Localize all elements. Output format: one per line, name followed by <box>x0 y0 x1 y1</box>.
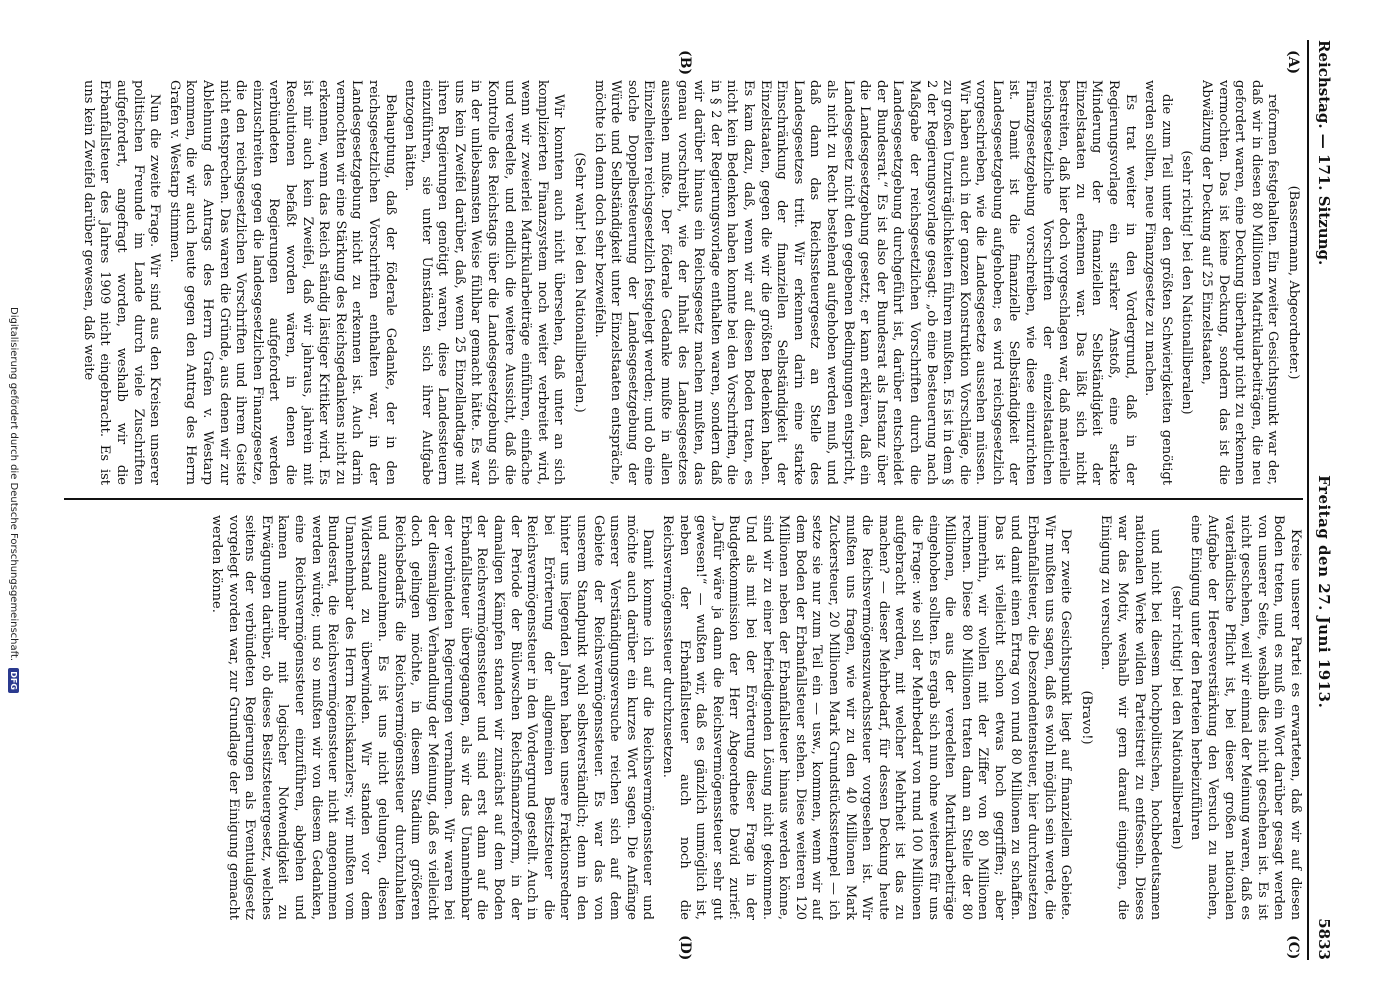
interjection: (Bravo!) <box>1078 690 1094 745</box>
paragraph: Es trat weiter in den Vordergrund, daß in der Regierungsvorlage ein starker Anstoß, eine starke Minderung der finanziellen Selbständigkeit der Einzelstaaten zu erkennen war. Das läßt sich nicht bestreiten, daß hier doch vorgeschlagen war, daß materielle reichsgesetzliche Vorschriften der einzelstaatlichen Finanzgesetzgebung vorschreiben, wie diese einzurichten ist. Damit ist die finanzielle Selbständigkeit der Landesgesetzgebung aufgehoben; es wird reichsgesetzlich vorgeschrieben, wie die Landesgesetze aussehen müssen. Wir haben auch in der ganzen Konstruktion Vorschläge, die zu großen Unzuträglichkeiten führen mußten. Es ist in dem § 2 der Regierungsvorlage gesagt: „ob eine Besteuerung nach Maßgabe der reichsgesetzlichen Vorschriften durch die Landesgesetzgebung durchgeführt ist, darüber entscheidet der Bundesrat.“ Es ist also der Bundesrat als Instanz über die Landesgesetzgebung gesetzt; er kann erklären, daß ein Landesgesetz nicht den gegebenen Bedingungen entspricht, als nicht zu Recht bestehend aufgehoben werden muß, und daß dann das Reichssteuergesetz an Stelle des Landesgesetzes tritt. Wir erkennen darin eine starke Einschränkung der finanziellen Selbständigkeit der Einzelstaaten, gegen die wir die größten Bedenken haben. Es kam dazu, daß, wenn wir auf diesen Boden traten, es nicht kein Bedenken haben konnte bei den Vorschriften, die in § 2 der Regierungsvorlage enthalten waren, sondern daß wir darüber hinaus ein Reichsgesetz machen mußten, das genau vorschreibt, wie der Inhalt des Landesgesetzes aussehen mußte. Der föderale Gedanke mußte in allen Einzelheiten reichsgesetzlich festgelegt werden; und ob eine solche Doppelbesteuerung der Landesgesetzgebung der Würde und Selbständigkeit unter Einzelstaaten entspräche, möchte ich denn doch sehr bezweifeln. <box>591 80 1138 485</box>
paragraph: Der zweite Gesichtspunkt liegt auf finanziellem Gebiete. Wir mußten uns sagen, daß es wohl möglich sein werde, die Erbanfallsteuer, die Deszendentensteuer, hier durchzusetzen und damit einen Ertrag von rund 80 Millionen zu schaffen. Das ist vielleicht schon etwas hoch gegriffen; aber immerhin, wir wollen mit der Ziffer von 80 Millionen rechnen. Diese 80 Millionen traten dann an Stelle der 80 Millionen, die aus der veredelten Matrikularbeiträge eingehoben sollten. Es ergab sich nun ohne weiteres für uns die Frage: wie soll der Mehrbedarf von rund 100 Millionen aufgebracht werden, mit welcher Mehrheit ist das zu machen? — dieser Mehrbedarf, für dessen Deckung heute die Reichsvermögenszuwachssteuer vorgesehen ist. Wir mußten uns fragen, wie wir zu den 40 Millionen Mark Zuckersteuer, 20 Millionen Mark Grundstücksstempel — ich setze sie nur zum Teil ein — usw., kommen, wenn wir auf dem Boden der Erbanfallsteuer stehen. Diese weiteren 120 Millionen neben der Erbanfallsteuer hinaus werden könne, sind wir zu einer befriedigenden Lösung nicht gekommen. Und als mit bei der Erörterung dieser Frage in der Budgetkommission der Herr Abgeordnete David zurief: „Dafür wäre ja dann die Reichsvermögenssteuer sehr gut gewesen!“ — wußten wir, daß es gänzlich unmöglich ist, neben der Erbanfallsteuer auch noch die Reichsvermögenssteuer durchzusetzen. <box>660 515 1074 920</box>
paragraph: und nicht bei diesem hochpolitischen, hochbedeutsamen nationalen Werke wilden Parteistreit zu entfesseln. Dieses war das Motiv, weshalb wir gern darauf eingingen, die Einigung zu versuchen. <box>1098 515 1164 920</box>
right-column <box>58 515 1303 920</box>
digitization-footer <box>8 0 19 1000</box>
speaker-note: (Bassermann, Abgeordneter.) <box>1286 185 1301 380</box>
margin-marker-b: (B) <box>677 50 693 76</box>
interjection: (sehr richtig! bei den Nationalliberalen) <box>1168 585 1184 850</box>
paragraph: Kreise unserer Partei es erwarteten, daß wir auf diesen Boden treten, und es muß ein Wort darüber gesagt werden von unserer Seite, weshalb dies nicht geschehen ist. Es ist nicht geschehen, weil wir einmal der Meinung waren, daß es vaterländische Pflicht ist, bei dieser großen nationalen Aufgabe der Heeresverstärkung den Versuch zu machen, eine Einigung unter den Parteien herbeizuführen <box>1188 515 1303 920</box>
margin-marker-d: (D) <box>677 935 693 961</box>
margin-marker-c: (C) <box>1285 935 1301 960</box>
interjection: (Sehr wahr! bei den Nationalliberalen.) <box>572 152 588 413</box>
header-center: Freitag den 27. Juni 1913. <box>1315 475 1333 709</box>
page-number: 5833 <box>1315 918 1333 960</box>
left-column <box>58 80 1303 485</box>
dfg-logo: DFG <box>8 668 19 693</box>
paragraph: Damit komme ich auf die Reichsvermögenssteuer und möchte auch darüber ein kurzes Wort sagen. Die Anfänge unserer Verständigungsversuche reichen sich auf dem Gebiete der Reichsvermögenssteuer. Es war das von unserem Standpunkt wohl selbstverständlich; denn in den hinter uns liegenden Jahren haben unsere Fraktionsredner bei Erörterung der allgemeinen Besitzsteuer die Reichsvermögenssteuer in den Vordergrund gestellt. Auch in der Periode der Bülowschen Reichsfinanzreform, in der damaligen Kämpfen standen wir zunächst auf dem Boden der Reichsvermögenssteuer und sind erst dann auf die Erbanfallsteuer übergegangen, als wir das Unannehmbar der verbündeten Regierungen vernahmen. Wir waren bei der diesmaligen Verhandlung der Meinung, daß es vielleicht doch gelingen möchte, in diesem Stadium größeren Reichsbedarfs die Reichsvermögenssteuer durchzuhalten und anzunehmen. Es ist uns nicht gelungen, diesen Widerstand zu überwinden. Wir standen vor dem Unannehmbar des Herrn Reichskanzlers; wir mußten vom Bundesrat, die Reichsvermögenssteuer nicht angenommen werden würde; und so mußten wir von diesem Gedanken, eine Reichsvermögenssteuer einzuführen, abgehen und kamen nunmehr mit logischer Notwendigkeit zu Erwägungen darüber, ob dieses Besitzsteuergesetz, welches seitens der verbündeten Regierungen als Eventualgesetz vorgelegt worden war, zur Grundlage der Einigung gemacht werden könne. <box>209 515 656 920</box>
column-divider <box>64 498 1303 500</box>
paragraph: Nun die zweite Frage. Wir sind aus den Kreisen unserer politischen Freunde im Lande durch viele Zuschriften aufgefordert, angefragt worden, weshalb wir die Erbanfallsteuer des Jahres 1909 nicht eingebracht. Es ist uns kein Zweifel darüber gewesen, daß weite <box>80 80 163 485</box>
paragraph: reformen festgehalten. Ein zweiter Gesichtspunkt war der, daß wir in diesen 80 Millionen Matrikularbeiträgen, die neu gefordert waren, eine Deckung überhaupt nicht zu erkennen vermochten. Das ist keine Deckung, sondern das ist die Abwälzung der Deckung auf 25 Einzelstaaten, <box>1199 80 1281 485</box>
margin-marker-a: (A) <box>1285 50 1301 75</box>
interjection: (sehr richtig! bei den Nationalliberalen) <box>1179 150 1195 415</box>
footer-text: Digitalisierung gefördert durch die Deutsche Forschungsgemeinschaft. <box>8 307 19 662</box>
page-header <box>1307 40 1345 960</box>
header-left: Reichstag. — 171. Sitzung. <box>1315 40 1333 266</box>
paragraph: Wir konnten auch nicht übersehen, daß unter an sich komplizierten Finanzsystem noch weiter verbreitet wird, wenn wir zweierlei Matrikularbeiträge einführen, einfache und veredelte, und endlich die weitere Aussicht, daß die Kontrolle des Reichstags über die Landesgesetzgebung sich in der unliebsamsten Weise fühlbar gemacht hätte. Es war uns kein Zweifel darüber, daß, wenn 25 Einzellandtage mit ihren Regierungen genötigt waren, diese Landessteuern einzuführen, sie unter Umständen sich ihrer Aufgabe entzogen hätten. <box>402 80 567 485</box>
paragraph: die zum Teil unter den größten Schwierigkeiten genötigt werden sollten, neue Finanzgesetze zu machen. <box>1142 80 1174 485</box>
paragraph: Behauptung, daß der föderale Gedanke, der in den reichsgesetzlichen Vorschriften enthalten war, in der Landesgesetzgebung nicht zu erkennen ist. Auch darin vermochten wir eine Stärkung des Reichsgedankens nicht zu erkennen, wenn das Reich ständig lästiger Kritiker wird. Es ist mir auch kein Zweifel, daß wir jahraus, jahrein mit Resolutionen befaßt worden wären, in denen die verbündeten Regierungen aufgefordert werden einzuschreiten gegen die landesgesetzlichen Finanzgesetze, die den reichsgesetzlichen Vorschriften und ihrem Geiste nicht entsprechen. Das waren die Gründe, aus denen wir zur Ablehnung des Antrags des Herrn Grafen v. Westarp kommen, die wir auch heute gegen den Antrag des Herrn Grafen v. Westarp stimmen. <box>166 80 398 485</box>
